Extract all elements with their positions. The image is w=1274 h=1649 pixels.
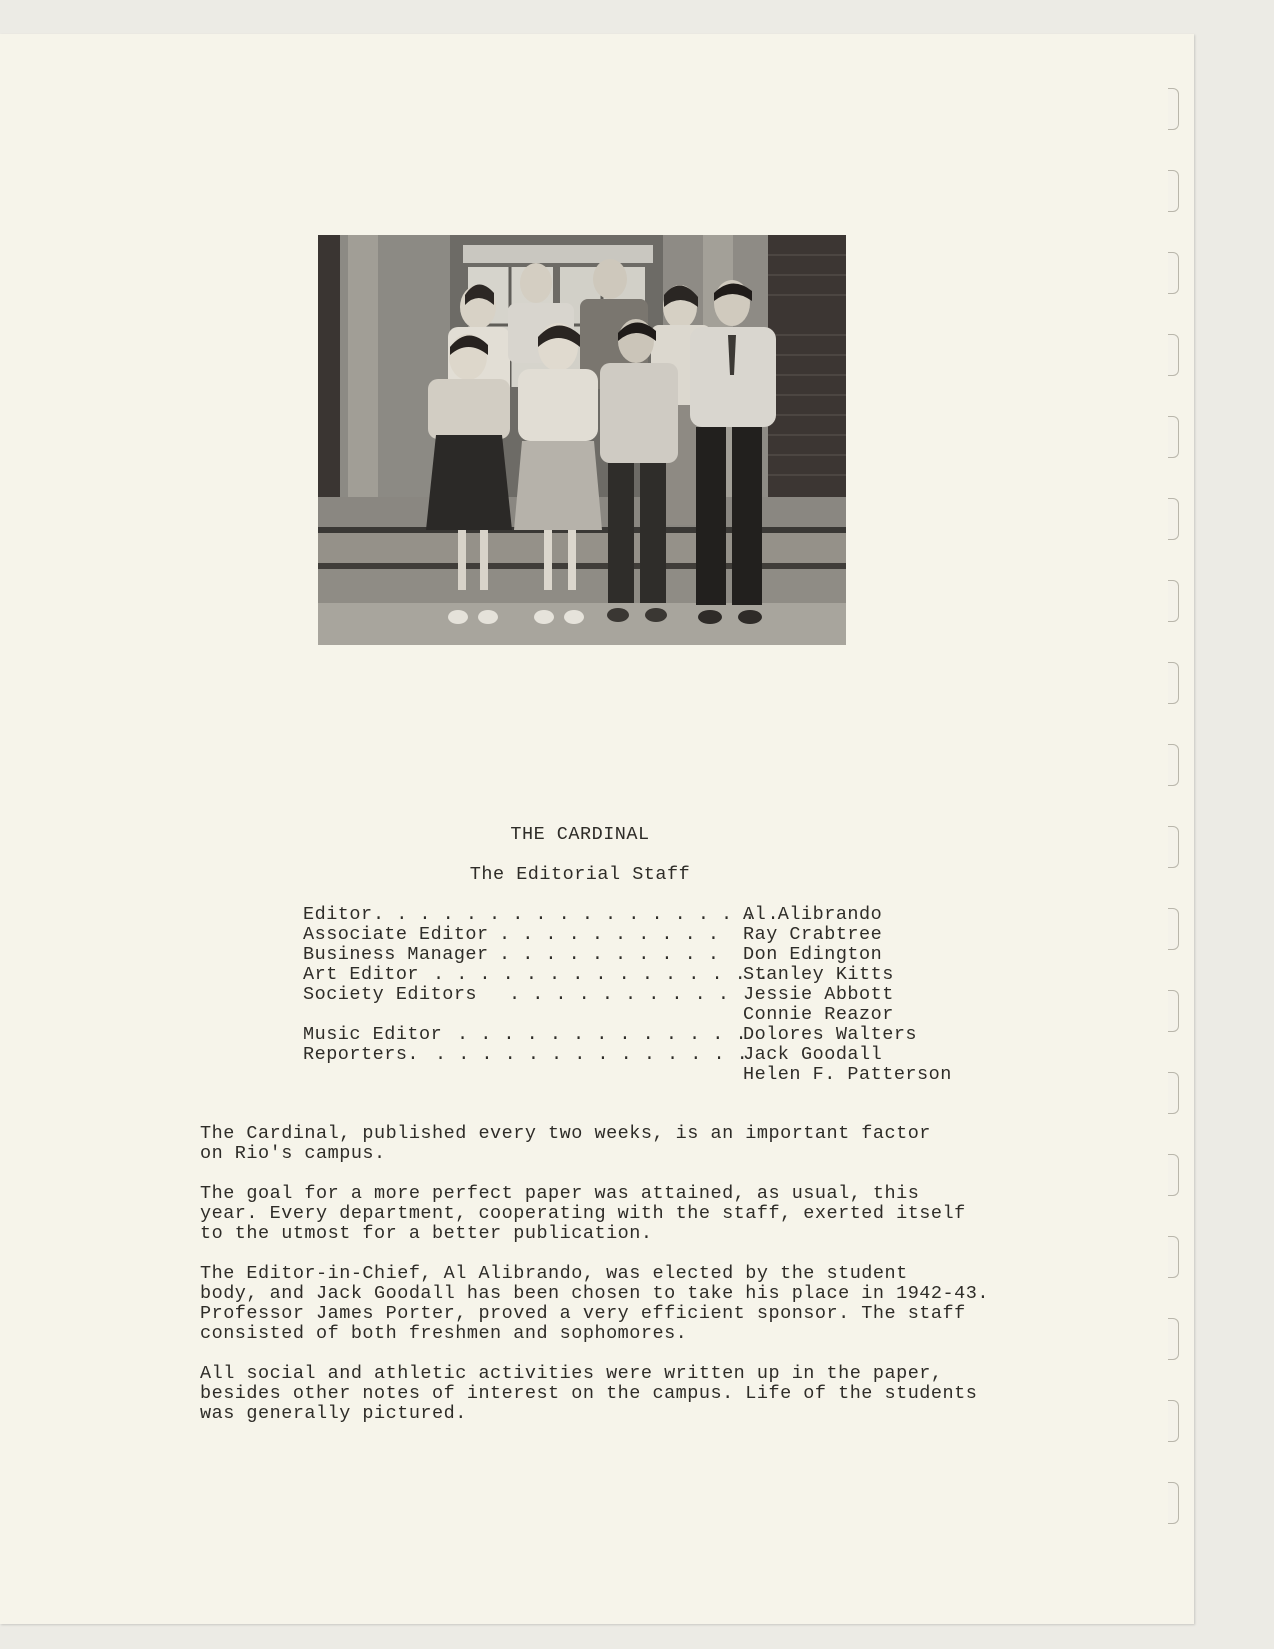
- staff-row: [303, 904, 883, 925]
- staff-name: Dolores Walters: [743, 1024, 918, 1045]
- binder-tab: [1168, 744, 1179, 786]
- staff-row: [303, 1064, 952, 1085]
- binder-tab: [1168, 580, 1179, 622]
- staff-row: [303, 944, 883, 965]
- staff-row: [303, 964, 894, 985]
- staff-group-photo: [318, 235, 846, 645]
- binder-tab: [1168, 498, 1179, 540]
- staff-name: Connie Reazor: [743, 1004, 894, 1025]
- staff-row: [303, 1004, 894, 1025]
- page-heading: THE CARDINAL: [510, 824, 650, 845]
- staff-row: [303, 1044, 883, 1065]
- leader-dots: . . . . . . . . . . . . . . .: [433, 964, 770, 985]
- staff-role: Reporters.: [303, 1044, 420, 1065]
- staff-role: Society Editors: [303, 984, 478, 1005]
- binder-tab: [1168, 88, 1179, 130]
- staff-name: Don Edington: [743, 944, 883, 965]
- body-paragraph: All social and athletic activities were written up in the paper, besides other notes of interest on the campus. Life of the students was generally pictured.: [200, 1363, 978, 1424]
- binder-tab: [1168, 1482, 1179, 1524]
- binder-tab: [1168, 252, 1179, 294]
- staff-role: Music Editor: [303, 1024, 443, 1045]
- binder-tab: [1168, 1236, 1179, 1278]
- leader-dots: . . . . . . . . . .: [499, 924, 720, 945]
- binder-tab: [1168, 1400, 1179, 1442]
- binder-tab: [1168, 334, 1179, 376]
- staff-name: Ray Crabtree: [743, 924, 883, 945]
- binder-tab: [1168, 1154, 1179, 1196]
- staff-role: Associate Editor: [303, 924, 489, 945]
- body-paragraph: The Editor-in-Chief, Al Alibrando, was elected by the student body, and Jack Goodall has been chosen to take his place in 1942-43. Professor James Porter, proved a very efficient sponsor. The staff consisted of both freshmen and sophomores.: [200, 1263, 989, 1344]
- staff-row: [303, 984, 894, 1005]
- staff-name: Helen F. Patterson: [743, 1064, 952, 1085]
- binder-tab: [1168, 1318, 1179, 1360]
- binder-tab: [1168, 662, 1179, 704]
- binder-tab: [1168, 1072, 1179, 1114]
- binder-tab: [1168, 908, 1179, 950]
- staff-role: Editor: [303, 904, 373, 925]
- page-subheading: The Editorial Staff: [469, 864, 691, 885]
- staff-name: Jessie Abbott: [743, 984, 894, 1005]
- staff-name: Jack Goodall: [743, 1044, 883, 1065]
- staff-name: Stanley Kitts: [743, 964, 894, 985]
- body-paragraph: The Cardinal, published every two weeks, is an important factor on Rio's campus.: [200, 1123, 931, 1164]
- leader-dots: . . . . . . . . . . . . . .: [435, 1044, 749, 1065]
- leader-dots: . . . . . . . . . . . . . . . . . .: [373, 904, 780, 925]
- binder-tab: [1168, 990, 1179, 1032]
- body-paragraph: The goal for a more perfect paper was attained, as usual, this year. Every department, cooperating with the staff, exerted itself to the utmost for a better publication.: [200, 1183, 966, 1244]
- staff-row: [303, 924, 883, 945]
- staff-row: [303, 1024, 918, 1045]
- staff-role: Art Editor: [303, 964, 420, 985]
- leader-dots: . . . . . . . . . .: [509, 984, 730, 1005]
- staff-name: Al Alibrando: [743, 904, 883, 925]
- binder-tab: [1168, 826, 1179, 868]
- leader-dots: . . . . . . . . . . . . .: [457, 1024, 748, 1045]
- staff-role: Business Manager: [303, 944, 489, 965]
- leader-dots: . . . . . . . . . .: [499, 944, 720, 965]
- binder-tab: [1168, 170, 1179, 212]
- binder-tab: [1168, 416, 1179, 458]
